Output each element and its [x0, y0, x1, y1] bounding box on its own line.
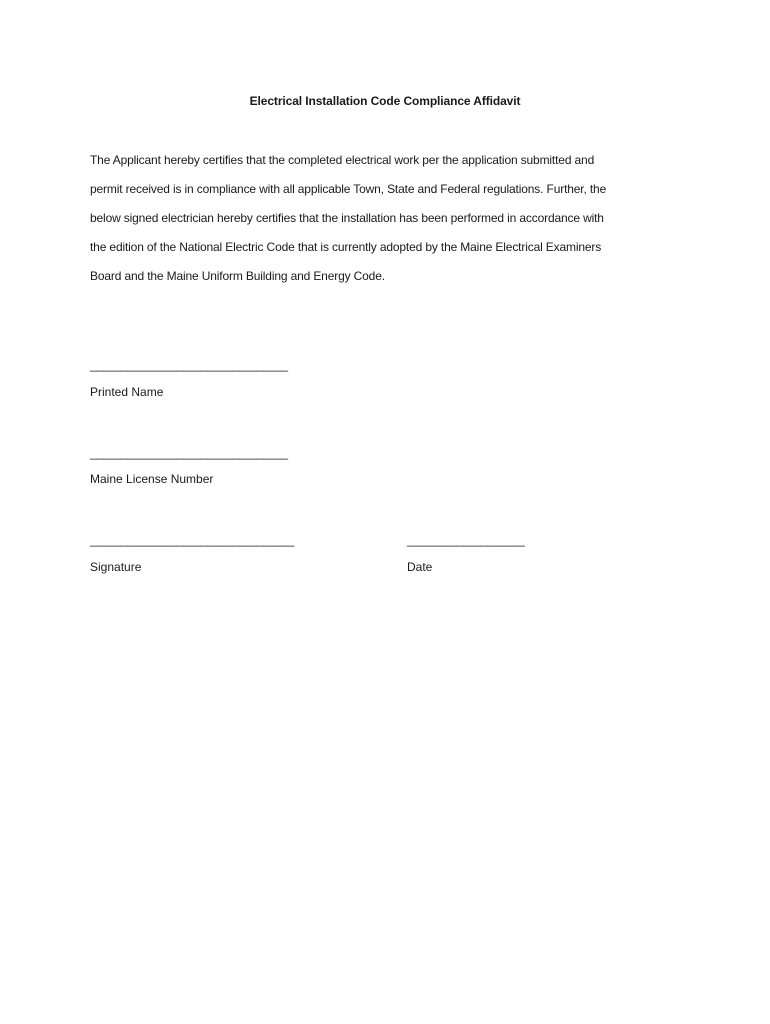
license-number-label: Maine License Number [90, 472, 214, 486]
signature-label: Signature [90, 560, 142, 574]
paragraph-line: below signed electrician hereby certifies that the installation has been performed in accordance with [90, 211, 604, 225]
printed-name-field[interactable]: ________________________________ [90, 358, 288, 372]
affidavit-paragraph [90, 146, 670, 291]
document-title: Electrical Installation Code Compliance Affidavit [249, 94, 521, 108]
date-label: Date [407, 560, 433, 574]
paragraph-line: the edition of the National Electric Code that is currently adopted by the Maine Electrical Examiners [90, 240, 602, 254]
paragraph-line: permit received is in compliance with all applicable Town, State and Federal regulations. Further, the [90, 182, 607, 196]
signature-field[interactable]: _________________________________ [90, 533, 294, 547]
printed-name-label: Printed Name [90, 385, 164, 399]
paragraph-line: Board and the Maine Uniform Building and Energy Code. [90, 269, 385, 283]
paragraph-line: The Applicant hereby certifies that the completed electrical work per the application submitted and [90, 153, 595, 167]
license-number-field[interactable]: ________________________________ [90, 446, 288, 460]
date-field[interactable]: ___________________ [407, 533, 525, 547]
